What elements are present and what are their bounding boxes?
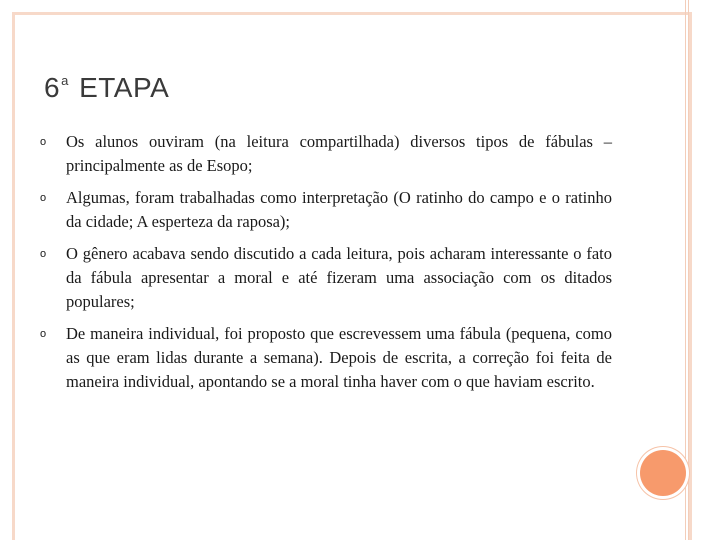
decorative-circle: [640, 450, 686, 496]
title-ordinal: a: [61, 73, 69, 88]
bullet-item: [40, 242, 612, 314]
bullet-text: O gênero acabava sendo discutido a cada leitura, pois acharam interessante o fato da fábula apresentar a moral e até fizeram uma associação com os ditados populares;: [66, 244, 612, 311]
bullet-list: [40, 130, 612, 402]
slide-title: [44, 72, 169, 104]
bullet-text: De maneira individual, foi proposto que escrevessem uma fábula (pequena, como as que eram lidas durante a semana). Depois de escrita, a correção foi feita de maneira individual, apontando se a moral tinha haver com o que haviam escrito.: [66, 324, 612, 391]
bullet-marker: o: [40, 136, 47, 148]
bullet-marker: o: [40, 192, 47, 204]
bullet-marker: o: [40, 328, 47, 340]
title-text: ETAPA: [79, 72, 170, 103]
bullet-marker: o: [40, 248, 47, 260]
bullet-text: Os alunos ouviram (na leitura compartilhada) diversos tipos de fábulas – principalmente as de Esopo;: [66, 132, 612, 175]
bullet-item: [40, 322, 612, 394]
decorative-line: [685, 0, 686, 540]
title-number: 6: [44, 72, 61, 103]
bullet-text: Algumas, foram trabalhadas como interpretação (O ratinho do campo e o ratinho da cidade; A esperteza da raposa);: [66, 188, 612, 231]
bullet-item: [40, 130, 612, 178]
bullet-item: [40, 186, 612, 234]
decorative-line: [688, 0, 689, 540]
